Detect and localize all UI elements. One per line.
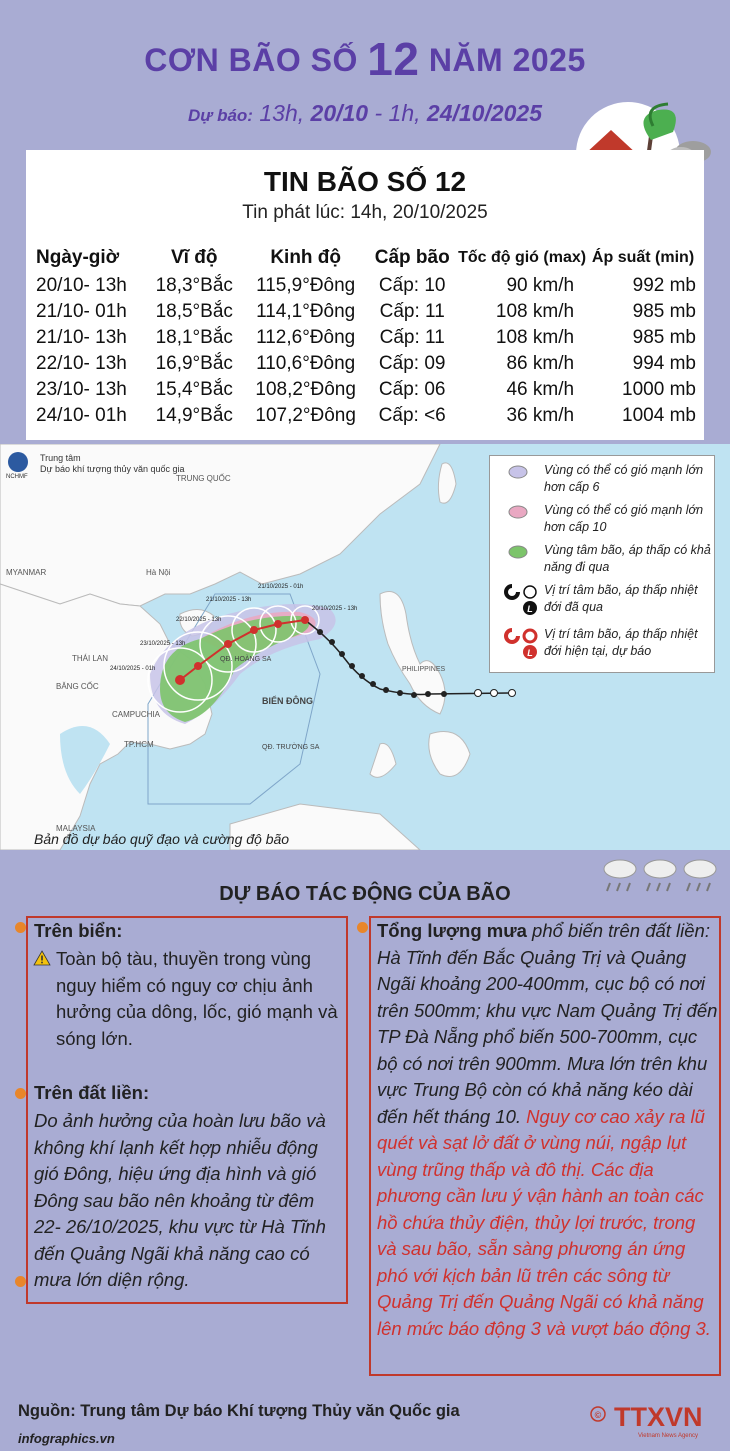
cell-lon: 107,2°Đông xyxy=(255,405,356,426)
svg-text:L: L xyxy=(527,604,533,614)
cell-wind: 36 km/h xyxy=(506,405,575,426)
site-link[interactable]: infographics.vn xyxy=(18,1431,115,1446)
label-hoang-sa: QĐ. HOÀNG SA xyxy=(220,656,272,663)
cell-pressure: 992 mb xyxy=(632,275,696,296)
forecast-date-2: 24/10/2025 xyxy=(426,100,543,126)
page-title xyxy=(0,32,730,86)
bullet-rain xyxy=(357,922,368,933)
bulletin-issued: Tin phát lúc: 14h, 20/10/2025 xyxy=(242,202,488,223)
track-label-2: 21/10/2025 - 01h xyxy=(258,584,304,590)
bulletin-card xyxy=(26,150,704,440)
warning-icon xyxy=(33,950,51,966)
impact-title: DỰ BÁO TÁC ĐỘNG CỦA BÃO xyxy=(219,883,511,905)
red-zone-icon xyxy=(496,502,540,536)
title-number: 12 xyxy=(367,33,420,85)
col-pressure: Áp suất (min) xyxy=(591,249,695,266)
map-caption: Bản đồ dự báo quỹ đạo và cường độ bão xyxy=(34,831,290,847)
cell-pressure: 1004 mb xyxy=(622,405,696,426)
cell-lon: 110,6°Đông xyxy=(256,353,356,374)
cell-time: 20/10- 13h xyxy=(36,275,127,296)
cell-level: Cấp: 10 xyxy=(378,275,446,296)
cell-lon: 115,9°Đông xyxy=(256,275,356,296)
cell-lat: 18,1°Bắc xyxy=(155,327,233,348)
sea-title: Trên biển: xyxy=(34,920,123,941)
track-label-3: 21/10/2025 - 13h xyxy=(206,597,252,603)
rain-title: Tổng lượng mưa xyxy=(377,920,527,941)
label-china: TRUNG QUỐC xyxy=(176,474,231,483)
forecast-table xyxy=(34,246,698,429)
cell-level: Cấp: <6 xyxy=(378,405,446,426)
risk-text: Nguy cơ cao xảy ra lũ quét và sạt lở đất ở vùng núi, ngập lụt vùng trũng thấp và đô thị. Các địa phương cần lưu ý vận hành an toàn các hồ chứa thủy điện, thủy lợi trước, trong và sau bão, sẵn sàng phương án ứng phó với kịch bản lũ trên các sông từ Quảng Trị đến Quảng Ngãi có khả năng lên mức báo động 3 và vượt báo động 3. xyxy=(377,1105,711,1339)
green-zone-icon xyxy=(496,542,540,576)
cell-lon: 114,1°Đông xyxy=(256,301,356,322)
rain-text xyxy=(377,918,719,1342)
rain-cloud-icon xyxy=(600,855,720,903)
title-prefix: CƠN BÃO SỐ xyxy=(144,42,358,78)
bullet-land-end xyxy=(15,1276,26,1287)
green-zone xyxy=(160,616,309,722)
source-text: Nguồn: Trung tâm Dự báo Khí tượng Thủy văn Quốc gia xyxy=(18,1402,460,1420)
cell-time: 21/10- 01h xyxy=(36,301,127,322)
forecast-label: Dự báo: xyxy=(187,106,253,125)
cell-time: 21/10- 13h xyxy=(36,327,127,348)
label-bangkok: BĂNG CỐC xyxy=(56,682,99,691)
cell-time: 23/10- 13h xyxy=(36,379,127,400)
table-row xyxy=(34,377,698,403)
bullet-sea xyxy=(15,922,26,933)
title-suffix: NĂM 2025 xyxy=(428,42,586,78)
label-bien-dong: BIỂN ĐÔNG xyxy=(262,696,314,706)
cell-wind: 46 km/h xyxy=(506,379,575,400)
cell-wind: 108 km/h xyxy=(495,327,575,348)
ttxvn-logo xyxy=(590,1398,720,1440)
table-row xyxy=(34,403,698,429)
cell-level: Cấp: 11 xyxy=(379,301,445,322)
org-line-2: Dự báo khí tượng thủy văn quốc gia xyxy=(40,464,185,474)
forecast-storm-icon xyxy=(496,626,540,660)
table-row xyxy=(34,299,698,325)
cell-lat: 15,4°Bắc xyxy=(155,379,233,400)
early-positions xyxy=(475,690,516,697)
table-row xyxy=(34,351,698,377)
cell-level: Cấp: 09 xyxy=(378,353,446,374)
org-line-1: Trung tâm xyxy=(40,453,81,463)
land-text: Do ảnh hưởng của hoàn lưu bão và không khí lạnh kết hợp nhiễu động gió Đông, hiệu ứng địa hình và gió Đông sau bão nên khoảng từ đêm 22- 26/10/2025, khu vực từ Hà Tĩnh đến Quảng Ngãi khả năng cao có mưa lớn diện rộng. xyxy=(34,1110,326,1290)
forecast-separator: - 1h, xyxy=(374,100,421,126)
forecast-date-1: 20/10 xyxy=(310,100,369,126)
col-lat: Vĩ độ xyxy=(171,247,218,268)
label-thailand: THÁI LAN xyxy=(72,654,109,663)
col-level: Cấp bão xyxy=(374,247,450,268)
table-row xyxy=(34,325,698,351)
rain-body: phổ biến trên đất liền: Hà Tĩnh đến Bắc Quảng Trị và Quảng Ngãi khoảng 200-400mm, cục bộ có nơi trên 500mm; khu vực Nam Quảng Trị đến TP Đà Nẵng phổ biến 500-700mm, cục bộ có nơi trên 900mm. Mưa lớn trên khu vực Trung Bộ còn có khả năng kéo dài đến hết tháng 10. xyxy=(377,920,718,1127)
cell-wind: 90 km/h xyxy=(506,275,575,296)
bulletin-title: TIN BÃO SỐ 12 xyxy=(263,166,467,197)
bullet-land xyxy=(15,1088,26,1099)
label-myanmar: MYANMAR xyxy=(6,568,47,577)
cell-lat: 18,3°Bắc xyxy=(155,275,233,296)
map-legend: Vùng có thể có gió mạnh lớn hơn cấp 6 Vùng có thể có gió mạnh lớn hơn cấp 10 Vùng tâm bão, áp thấp có khả năng đi qua L Vị trí tâm bão, áp thấp nhiệt đới đã qua L Vị trí tâm bão, áp thấp nhiệt đới hiện tại, dự báo xyxy=(489,455,715,673)
label-hanoi: Hà Nội xyxy=(146,568,171,577)
label-truong-sa: QĐ. TRƯỜNG SA xyxy=(262,744,320,751)
blue-zone-icon xyxy=(496,462,540,496)
track-label-5: 23/10/2025 - 13h xyxy=(140,641,186,647)
track-label-1: 20/10/2025 - 13h xyxy=(312,606,358,612)
cell-time: 24/10- 01h xyxy=(36,405,127,426)
track-label-4: 22/10/2025 - 13h xyxy=(176,617,222,623)
cell-lat: 18,5°Bắc xyxy=(155,301,233,322)
svg-text:L: L xyxy=(527,648,533,658)
cell-wind: 108 km/h xyxy=(495,301,575,322)
org-abbr: NCHMF xyxy=(6,474,28,480)
label-hcm: TP.HCM xyxy=(124,740,154,749)
cell-lat: 16,9°Bắc xyxy=(155,353,233,374)
cell-pressure: 985 mb xyxy=(632,301,696,322)
svg-text:©: © xyxy=(594,1410,602,1420)
table-header-row xyxy=(34,246,698,273)
table-row xyxy=(34,273,698,299)
cell-lat: 14,9°Bắc xyxy=(155,405,233,426)
cell-time: 22/10- 13h xyxy=(36,353,127,374)
col-time: Ngày-giờ xyxy=(36,247,120,268)
land-title: Trên đất liền: xyxy=(34,1082,150,1103)
cell-level: Cấp: 11 xyxy=(379,327,445,348)
col-lon: Kinh độ xyxy=(270,247,342,268)
cell-wind: 86 km/h xyxy=(506,353,575,374)
label-philippines: PHILIPPINES xyxy=(402,666,446,673)
track-label-6: 24/10/2025 - 01h xyxy=(110,666,156,672)
nchmf-logo xyxy=(8,452,28,472)
cell-level: Cấp: 06 xyxy=(378,379,446,400)
col-wind: Tốc độ gió (max) xyxy=(458,249,587,266)
svg-text:TTXVN: TTXVN xyxy=(614,1402,703,1432)
cell-lon: 112,6°Đông xyxy=(256,327,356,348)
label-malaysia: MALAYSIA xyxy=(56,824,96,833)
svg-text:Vietnam News Agency: Vietnam News Agency xyxy=(638,1433,698,1439)
cell-pressure: 985 mb xyxy=(632,327,696,348)
past-storm-icon xyxy=(496,582,540,616)
cell-lon: 108,2°Đông xyxy=(255,379,356,400)
forecast-time-1: 13h, xyxy=(259,100,305,126)
label-cambodia: CAMPUCHIA xyxy=(112,710,161,719)
sea-text: Toàn bộ tàu, thuyền trong vùng nguy hiểm có nguy cơ chịu ảnh hưởng của dông, lốc, gió mạnh và sóng lớn. xyxy=(56,948,338,1049)
cell-pressure: 994 mb xyxy=(632,353,696,374)
cell-pressure: 1000 mb xyxy=(622,379,696,400)
